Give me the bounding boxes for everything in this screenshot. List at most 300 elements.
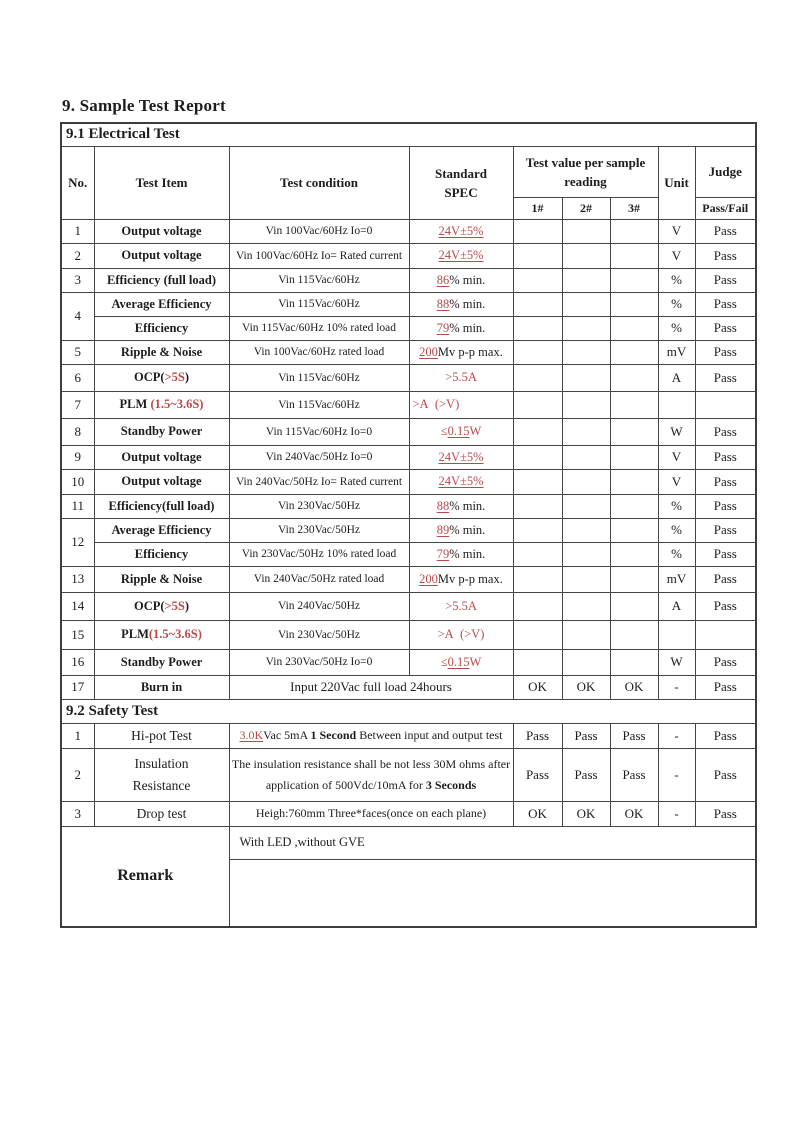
table-row: [61, 268, 756, 292]
text-segment: Efficiency: [134, 320, 189, 335]
cell-sample-1: [513, 542, 562, 566]
cell-unit: -: [658, 801, 695, 826]
cell-unit: -: [658, 723, 695, 748]
cell-sample-2: [562, 418, 610, 445]
cell-unit: %: [658, 518, 695, 542]
text-segment: 3.0K: [239, 728, 264, 742]
text-segment: OCP(: [133, 370, 165, 384]
table-row: [61, 592, 756, 620]
cell-sample-2: [562, 445, 610, 469]
cell-test-condition: [229, 620, 409, 649]
text-segment: Vin 115Vac/60Hz: [278, 398, 360, 411]
cell-standard-spec: [409, 340, 513, 364]
section-row-safety: [61, 699, 756, 723]
cell-no: 17: [61, 675, 94, 699]
text-segment: >A (>V): [412, 397, 460, 411]
col-unit-header: Unit: [658, 146, 695, 219]
cell-sample-2: [562, 268, 610, 292]
cell-no: 16: [61, 649, 94, 675]
table-row: [61, 219, 756, 243]
cell-judge: Pass: [695, 566, 756, 592]
cell-judge: Pass: [695, 340, 756, 364]
cell-standard-spec: [409, 542, 513, 566]
cell-standard-spec: [409, 518, 513, 542]
cell-sample-2: [562, 649, 610, 675]
cell-judge: Pass: [695, 723, 756, 748]
cell-unit: A: [658, 364, 695, 391]
cell-sample-1: [513, 364, 562, 391]
cell-standard-spec: [409, 316, 513, 340]
table-row: [61, 723, 756, 748]
cell-standard-spec: [409, 649, 513, 675]
cell-sample-3: [610, 445, 658, 469]
cell-unit: V: [658, 445, 695, 469]
cell-sample-2: [562, 219, 610, 243]
cell-standard-spec: [409, 219, 513, 243]
cell-no: 12: [61, 518, 94, 566]
text-segment: Average Efficiency: [111, 296, 212, 311]
text-segment: Vin 115Vac/60Hz: [278, 371, 360, 384]
text-segment: Vin 115Vac/60Hz Io=0: [265, 425, 373, 438]
table-header-row: [61, 146, 756, 197]
table-row: [61, 494, 756, 518]
text-segment: ): [184, 370, 190, 384]
table-row: [61, 364, 756, 391]
cell-unit: [658, 620, 695, 649]
text-segment: % min.: [449, 296, 486, 311]
cell-sample-3: [610, 542, 658, 566]
safety-header-section: [61, 699, 756, 723]
text-segment: Standby Power: [120, 654, 203, 669]
spec-header-line2: SPEC: [444, 184, 478, 200]
cell-test-item: [94, 268, 229, 292]
text-segment: ≤: [440, 654, 448, 669]
text-segment: Vin 230Vac/50Hz: [277, 500, 361, 512]
text-segment: PLM: [119, 397, 151, 411]
cell-sample-3: OK: [610, 801, 658, 826]
cell-sample-1: [513, 292, 562, 316]
cell-sample-3: [610, 649, 658, 675]
col-sample1-header: 1#: [513, 197, 562, 219]
cell-test-condition: [229, 675, 513, 699]
cell-unit: V: [658, 243, 695, 268]
cell-test-condition: [229, 268, 409, 292]
cell-test-condition: [229, 801, 513, 826]
cell-test-item: [94, 364, 229, 391]
cell-sample-1: [513, 418, 562, 445]
cell-unit: %: [658, 292, 695, 316]
cell-standard-spec: [409, 620, 513, 649]
cell-test-condition: [229, 316, 409, 340]
text-segment: Efficiency(full load): [108, 498, 215, 513]
cell-sample-2: OK: [562, 675, 610, 699]
cell-sample-3: [610, 268, 658, 292]
cell-sample-1: [513, 592, 562, 620]
cell-test-item: [94, 649, 229, 675]
cell-judge: [695, 620, 756, 649]
electrical-rows-section: [61, 219, 756, 699]
cell-test-item: [94, 292, 229, 316]
cell-sample-2: [562, 469, 610, 494]
col-standard-spec-header: [409, 146, 513, 219]
cell-judge: Pass: [695, 649, 756, 675]
text-segment: Between input and output test: [356, 728, 503, 742]
cell-test-item: [94, 418, 229, 445]
cell-sample-3: Pass: [610, 723, 658, 748]
text-segment: % min.: [449, 522, 486, 537]
cell-standard-spec: [409, 469, 513, 494]
col-test-condition-header: Test condition: [229, 146, 409, 219]
text-segment: Vin 240Vac/50Hz Io= Rated current: [235, 475, 403, 488]
text-segment: 200: [419, 344, 438, 359]
text-segment: Output voltage: [121, 248, 202, 262]
cell-test-item: [94, 566, 229, 592]
cell-no: 15: [61, 620, 94, 649]
text-segment: Vin 100Vac/60Hz rated load: [253, 346, 385, 358]
page-title: 9. Sample Test Report: [62, 96, 226, 115]
cell-test-condition: [229, 566, 409, 592]
text-segment: Vin 115Vac/60Hz 10% rated load: [241, 322, 397, 334]
cell-unit: [658, 391, 695, 418]
text-segment: 3 Seconds: [425, 777, 477, 792]
cell-judge: Pass: [695, 675, 756, 699]
remark-line1: With LED ,without GVE: [230, 827, 756, 860]
text-segment: Vin 100Vac/60Hz Io=0: [265, 225, 373, 237]
text-segment: 79: [436, 546, 450, 561]
cell-test-condition: [229, 292, 409, 316]
cell-test-condition: [229, 364, 409, 391]
table-row: [61, 566, 756, 592]
text-segment: Vin 230Vac/50Hz 10% rated load: [241, 548, 397, 560]
cell-standard-spec: [409, 494, 513, 518]
text-segment: 88: [436, 498, 450, 513]
cell-sample-1: OK: [513, 801, 562, 826]
cell-sample-1: [513, 649, 562, 675]
text-segment: Input 220Vac full load 24hours: [290, 679, 452, 694]
text-segment: Heigh:760mm Three*faces(once on each plane): [255, 806, 487, 820]
remark-section: [61, 826, 756, 927]
cell-judge: Pass: [695, 364, 756, 391]
section-title-safety: 9.2 Safety Test: [61, 699, 756, 723]
text-segment: (1.5~3.6S): [150, 397, 204, 411]
table-row: [61, 292, 756, 316]
cell-sample-2: [562, 518, 610, 542]
cell-sample-3: [610, 364, 658, 391]
text-segment: Vin 100Vac/60Hz Io= Rated current: [235, 249, 403, 262]
text-segment: 24V±5%: [438, 449, 484, 464]
text-segment: >5S: [164, 370, 185, 384]
cell-sample-1: [513, 391, 562, 418]
text-segment: Output voltage: [121, 223, 202, 238]
cell-sample-1: [513, 243, 562, 268]
cell-judge: Pass: [695, 219, 756, 243]
cell-unit: %: [658, 316, 695, 340]
cell-unit: -: [658, 748, 695, 801]
cell-standard-spec: [409, 243, 513, 268]
cell-test-condition: [229, 723, 513, 748]
cell-judge: Pass: [695, 418, 756, 445]
text-segment: 89: [436, 522, 450, 537]
text-segment: The insulation resistance shall be not less 30M ohms after: [231, 756, 511, 771]
cell-test-item: [94, 675, 229, 699]
table-row: [61, 445, 756, 469]
remark-label: Remark: [61, 826, 229, 927]
cell-test-condition: [229, 748, 513, 801]
text-segment: Output voltage: [121, 474, 202, 488]
table-row: [61, 469, 756, 494]
cell-no: 3: [61, 268, 94, 292]
cell-judge: Pass: [695, 316, 756, 340]
text-segment: ≤: [440, 424, 448, 438]
cell-sample-3: [610, 391, 658, 418]
text-segment: 24V±5%: [438, 248, 484, 262]
cell-judge: Pass: [695, 243, 756, 268]
cell-sample-2: Pass: [562, 748, 610, 801]
col-judge-header: Judge: [695, 146, 756, 197]
text-segment: Vin 240Vac/50Hz rated load: [253, 573, 385, 585]
text-segment: ): [184, 598, 190, 613]
cell-unit: %: [658, 268, 695, 292]
cell-standard-spec: [409, 292, 513, 316]
cell-no: 13: [61, 566, 94, 592]
spec-header-line1: Standard: [434, 165, 488, 181]
cell-sample-2: [562, 243, 610, 268]
text-segment: >5S: [164, 598, 185, 613]
cell-test-condition: [229, 649, 409, 675]
text-segment: Efficiency (full load): [106, 272, 216, 287]
cell-sample-2: [562, 364, 610, 391]
text-segment: W: [469, 654, 482, 669]
text-segment: (1.5~3.6S): [148, 627, 202, 641]
table-row: [61, 748, 756, 801]
cell-no: 3: [61, 801, 94, 826]
cell-sample-1: [513, 518, 562, 542]
cell-sample-3: [610, 340, 658, 364]
cell-sample-3: [610, 494, 658, 518]
text-segment: Standby Power: [120, 424, 203, 438]
cell-judge: Pass: [695, 801, 756, 826]
text-segment: PLM: [121, 627, 149, 641]
cell-no: 7: [61, 391, 94, 418]
cell-test-item: [94, 748, 229, 801]
table-row: [61, 243, 756, 268]
cell-no: 11: [61, 494, 94, 518]
cell-sample-2: [562, 566, 610, 592]
cell-test-condition: [229, 494, 409, 518]
cell-no: 2: [61, 243, 94, 268]
cell-sample-1: Pass: [513, 723, 562, 748]
cell-no: 9: [61, 445, 94, 469]
cell-judge: Pass: [695, 518, 756, 542]
table-row: [61, 649, 756, 675]
cell-test-item: [94, 469, 229, 494]
cell-test-item: [94, 243, 229, 268]
cell-unit: mV: [658, 340, 695, 364]
text-segment: 0.15: [447, 654, 470, 669]
cell-sample-2: [562, 620, 610, 649]
cell-judge: [695, 391, 756, 418]
text-segment: Vin 115Vac/60Hz: [278, 298, 360, 310]
cell-no: 2: [61, 748, 94, 801]
text-segment: % min.: [449, 272, 486, 287]
cell-standard-spec: [409, 566, 513, 592]
cell-test-item: [94, 620, 229, 649]
cell-sample-1: [513, 268, 562, 292]
cell-sample-1: [513, 566, 562, 592]
cell-test-condition: [229, 340, 409, 364]
cell-unit: %: [658, 494, 695, 518]
text-segment: 1 Second: [310, 728, 357, 742]
cell-no: 10: [61, 469, 94, 494]
section-title-electrical: 9.1 Electrical Test: [61, 123, 756, 146]
cell-sample-2: OK: [562, 801, 610, 826]
cell-sample-1: [513, 469, 562, 494]
cell-test-item: [94, 518, 229, 542]
cell-test-condition: [229, 219, 409, 243]
cell-test-condition: [229, 391, 409, 418]
remark-content-cell: [229, 826, 756, 927]
text-segment: Vin 115Vac/60Hz: [278, 274, 360, 286]
text-segment: Drop test: [136, 805, 187, 821]
text-segment: 86: [436, 272, 450, 287]
cell-sample-1: [513, 620, 562, 649]
cell-sample-3: [610, 243, 658, 268]
cell-test-condition: [229, 518, 409, 542]
cell-test-item: [94, 391, 229, 418]
section-row-electrical: [61, 123, 756, 146]
cell-sample-1: Pass: [513, 748, 562, 801]
cell-sample-2: [562, 494, 610, 518]
text-segment: Mv p-p max.: [437, 344, 503, 359]
cell-no: 6: [61, 364, 94, 391]
text-segment: Burn in: [140, 679, 183, 694]
cell-test-item: [94, 219, 229, 243]
cell-unit: V: [658, 469, 695, 494]
cell-test-item: [94, 723, 229, 748]
cell-unit: A: [658, 592, 695, 620]
cell-test-condition: [229, 592, 409, 620]
cell-unit: V: [658, 219, 695, 243]
cell-judge: Pass: [695, 445, 756, 469]
text-segment: Output voltage: [121, 449, 202, 464]
text-segment: 24V±5%: [438, 474, 484, 488]
table-row: [61, 675, 756, 699]
text-segment: % min.: [449, 546, 486, 561]
cell-sample-3: [610, 620, 658, 649]
cell-sample-2: Pass: [562, 723, 610, 748]
cell-sample-1: [513, 445, 562, 469]
cell-sample-1: [513, 219, 562, 243]
cell-judge: Pass: [695, 469, 756, 494]
cell-sample-3: Pass: [610, 748, 658, 801]
cell-sample-3: [610, 219, 658, 243]
cell-test-item: [94, 542, 229, 566]
cell-standard-spec: [409, 268, 513, 292]
table-row: [61, 391, 756, 418]
cell-test-condition: [229, 469, 409, 494]
cell-sample-3: [610, 592, 658, 620]
cell-unit: W: [658, 418, 695, 445]
table-row: [61, 542, 756, 566]
text-segment: >5.5A: [445, 598, 477, 613]
table-row: [61, 316, 756, 340]
cell-sample-3: [610, 518, 658, 542]
cell-sample-3: OK: [610, 675, 658, 699]
cell-sample-3: [610, 316, 658, 340]
cell-test-condition: [229, 445, 409, 469]
col-sample2-header: 2#: [562, 197, 610, 219]
col-passfail-header: Pass/Fail: [695, 197, 756, 219]
text-segment: Vin 230Vac/50Hz: [277, 628, 361, 641]
text-segment: Ripple & Noise: [120, 571, 203, 586]
text-segment: 24V±5%: [438, 223, 484, 238]
electrical-header-section: [61, 123, 756, 219]
cell-standard-spec: [409, 592, 513, 620]
cell-test-item: [94, 592, 229, 620]
text-segment: % min.: [449, 320, 486, 335]
remark-row: [61, 826, 756, 927]
col-test-item-header: Test Item: [94, 146, 229, 219]
cell-unit: mV: [658, 566, 695, 592]
cell-no: 4: [61, 292, 94, 340]
cell-judge: Pass: [695, 494, 756, 518]
cell-sample-1: [513, 494, 562, 518]
text-segment: Vin 230Vac/50Hz Io=0: [265, 656, 373, 668]
cell-unit: W: [658, 649, 695, 675]
cell-standard-spec: [409, 391, 513, 418]
cell-sample-2: [562, 391, 610, 418]
col-sample3-header: 3#: [610, 197, 658, 219]
cell-standard-spec: [409, 418, 513, 445]
text-segment: >5.5A: [445, 370, 477, 384]
cell-test-item: [94, 445, 229, 469]
cell-test-item: [94, 494, 229, 518]
cell-sample-1: [513, 316, 562, 340]
text-segment: 0.15: [447, 424, 470, 438]
cell-sample-2: [562, 340, 610, 364]
text-segment: % min.: [449, 498, 486, 513]
cell-sample-3: [610, 418, 658, 445]
table-row: [61, 801, 756, 826]
cell-sample-2: [562, 292, 610, 316]
text-segment: OCP(: [133, 598, 165, 613]
text-segment: Hi-pot Test: [131, 727, 192, 743]
cell-no: 1: [61, 219, 94, 243]
text-segment: Vin 240Vac/50Hz Io=0: [265, 451, 373, 463]
cell-test-item: [94, 316, 229, 340]
cell-sample-3: [610, 566, 658, 592]
cell-test-condition: [229, 243, 409, 268]
cell-no: 1: [61, 723, 94, 748]
safety-rows-section: [61, 723, 756, 826]
cell-unit: -: [658, 675, 695, 699]
text-segment: W: [469, 424, 482, 438]
text-segment: Vac 5mA: [263, 728, 311, 742]
cell-unit: %: [658, 542, 695, 566]
cell-no: 5: [61, 340, 94, 364]
cell-standard-spec: [409, 364, 513, 391]
cell-sample-3: [610, 292, 658, 316]
cell-judge: Pass: [695, 292, 756, 316]
remark-line2: [230, 860, 756, 926]
cell-sample-1: [513, 340, 562, 364]
text-segment: Average Efficiency: [111, 522, 212, 537]
col-test-value-header: Test value per sample reading: [513, 146, 658, 197]
cell-test-condition: [229, 542, 409, 566]
text-segment: Insulation: [134, 755, 189, 771]
text-segment: Resistance: [132, 777, 191, 793]
table-row: [61, 518, 756, 542]
